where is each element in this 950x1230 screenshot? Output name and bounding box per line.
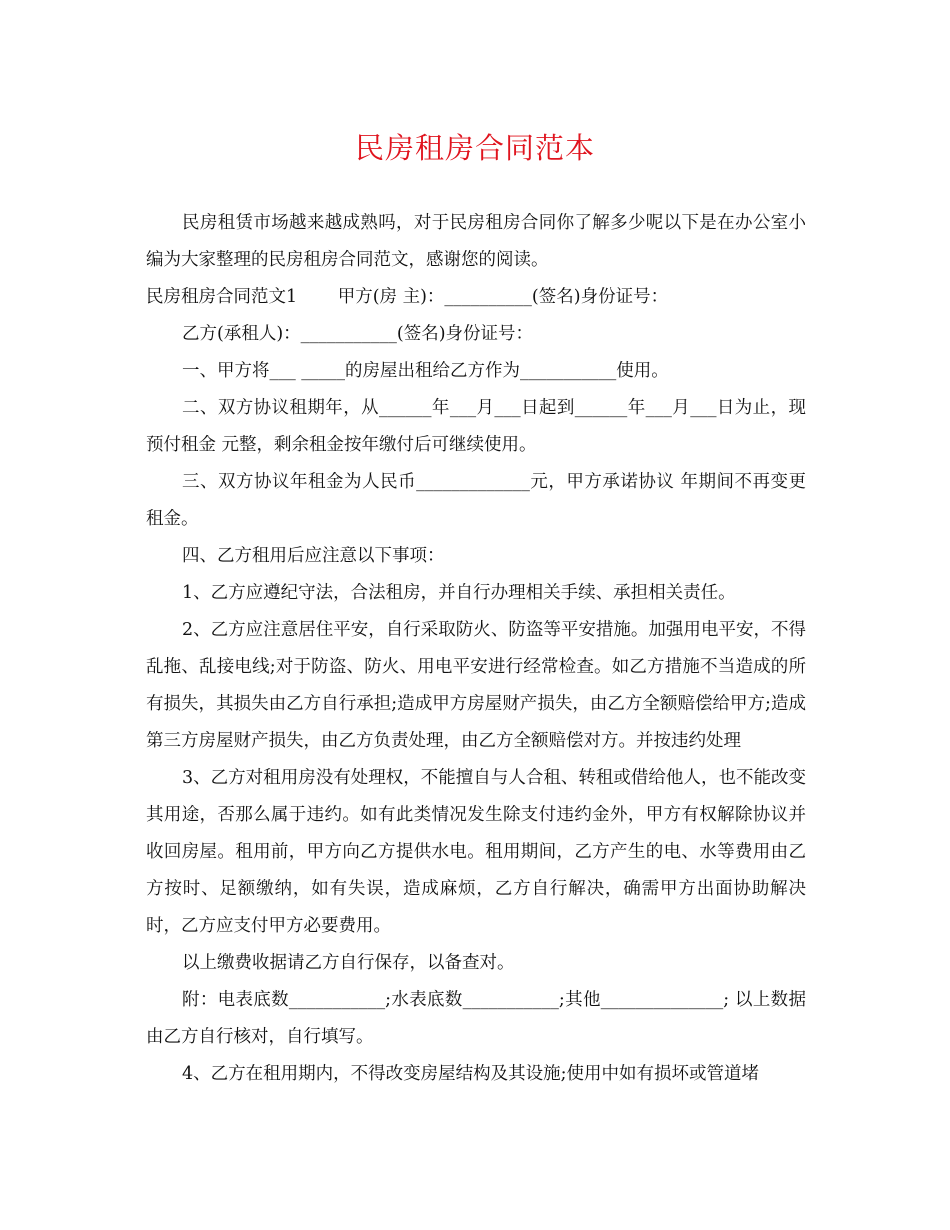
paragraph-intro: 民房租赁市场越来越成熟吗，对于民房租房合同你了解多少呢以下是在办公室小编为大家整理的民房租房合同范文，感谢您的阅读。 xyxy=(146,213,806,270)
paragraph-clause-1: 一、甲方将___ _____的房屋出租给乙方作为___________使用。 xyxy=(182,361,669,381)
paragraph-receipts: 以上缴费收据请乙方自行保存，以备查对。 xyxy=(182,953,515,973)
paragraph-clause-2: 二、双方协议租期年，从______年___月___日起到______年___月___日为止，现预付租金 元整，剩余租金按年缴付后可继续使用。 xyxy=(146,398,806,455)
paragraph-clause-4: 四、乙方租用后应注意以下事项： xyxy=(182,546,445,566)
paragraph-item-3: 3、乙方对租用房没有处理权，不能擅自与人合租、转租或借给他人，也不能改变其用途，否那么属于违约。如有此类情况发生除支付违约金外，甲方有权解除协议并收回房屋。租用前，甲方向乙方提供水电。租用期间，乙方产生的电、水等费用由乙方按时、足额缴纳，如有失误，造成麻烦，乙方自行解决，确需甲方出面协助解决时，乙方应支付甲方必要费用。 xyxy=(146,768,806,936)
document-title: 民房租房合同范本 xyxy=(354,131,595,165)
paragraph-item-4: 4、乙方在租用期内，不得改变房屋结构及其设施;使用中如有损坏或管道堵 xyxy=(182,1064,760,1084)
paragraph-meter-readings: 附：电表底数___________;水表底数___________;其他______________; 以上数据由乙方自行核对，自行填写。 xyxy=(146,990,806,1047)
paragraph-item-2: 2、乙方应注意居住平安，自行采取防火、防盗等平安措施。加强用电平安，不得乱拖、乱接电线;对于防盗、防火、用电平安进行经常检查。如乙方措施不当造成的所有损失，其损失由乙方自行承担;造成甲方房屋财产损失，由乙方全额赔偿给甲方;造成第三方房屋财产损失，由乙方负责处理，由乙方全额赔偿对方。并按违约处理 xyxy=(146,620,806,751)
paragraph-party-a: 民房租房合同范文1 甲方(房 主)：__________(签名)身份证号： xyxy=(146,287,669,307)
paragraph-clause-3: 三、双方协议年租金为人民币_____________元，甲方承诺协议 年期间不再变更租金。 xyxy=(146,472,806,529)
paragraph-party-b: 乙方(承租人)：___________(签名)身份证号： xyxy=(182,324,534,344)
paragraph-item-1: 1、乙方应遵纪守法，合法租房，并自行办理相关手续、承担相关责任。 xyxy=(182,583,736,603)
document-body xyxy=(146,205,806,1093)
